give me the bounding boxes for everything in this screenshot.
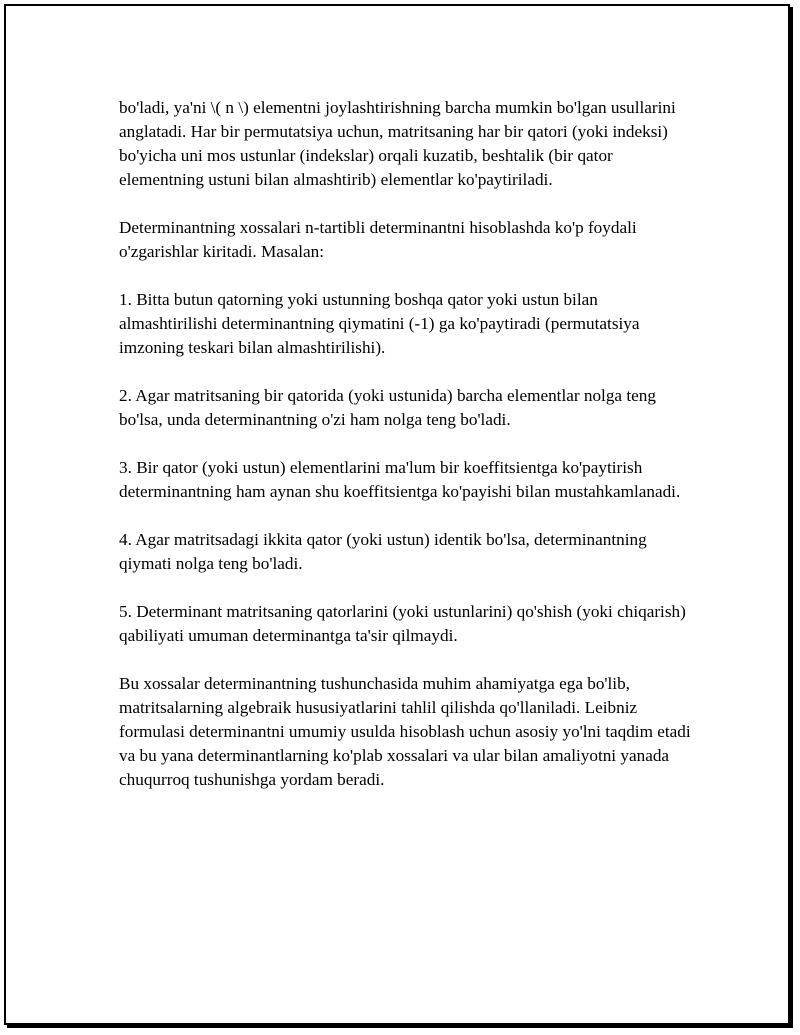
list-item-5: 5. Determinant matritsaning qatorlarini (yoki ustunlarini) qo'shish (yoki chiqarish) qabiliyati umuman determinantga ta'sir qilmaydi. xyxy=(119,602,686,645)
document-body xyxy=(119,96,699,816)
list-item-4: 4. Agar matritsadagi ikkita qator (yoki ustun) identik bo'lsa, determinantning qiymati nolga teng bo'ladi. xyxy=(119,530,647,573)
paragraph-intro: bo'ladi, ya'ni \( n \) elementni joylashtirishning barcha mumkin bo'lgan usullarini anglatadi. Har bir permutatsiya uchun, matritsaning har bir qatori (yoki indeksi) bo'yicha uni mos ustunlar (indekslar) orqali kuzatib, beshtalik (bir qator elementning ustuni bilan almashtirib) elementlar ko'paytiriladi. xyxy=(119,98,676,189)
paragraph-properties-lead: Determinantning xossalari n-tartibli determinantni hisoblashda ko'p foydali o'zgarishlar kiritadi. Masalan: xyxy=(119,218,637,261)
list-item-2: 2. Agar matritsaning bir qatorida (yoki ustunida) barcha elementlar nolga teng bo'lsa, unda determinantning o'zi ham nolga teng bo'ladi. xyxy=(119,386,656,429)
list-item-1: 1. Bitta butun qatorning yoki ustunning boshqa qator yoki ustun bilan almashtirilishi determinantning qiymatini (-1) ga ko'paytiradi (permutatsiya imzoning teskari bilan almashtirilishi). xyxy=(119,290,640,357)
paragraph-conclusion: Bu xossalar determinantning tushunchasida muhim ahamiyatga ega bo'lib, matritsalarning algebraik hususiyatlarini tahlil qilishda qo'llaniladi. Leibniz formulasi determinantni umumiy usulda hisoblash uchun asosiy yo'lni taqdim etadi va bu yana determinantlarning ko'plab xossalari va ular bilan amaliyotni yanada chuqurroq tushunishga yordam beradi. xyxy=(119,674,691,789)
document-page xyxy=(4,4,790,1025)
list-item-3: 3. Bir qator (yoki ustun) elementlarini ma'lum bir koeffitsientga ko'paytirish determinantning ham aynan shu koeffitsientga ko'payishi bilan mustahkamlanadi. xyxy=(119,458,681,501)
